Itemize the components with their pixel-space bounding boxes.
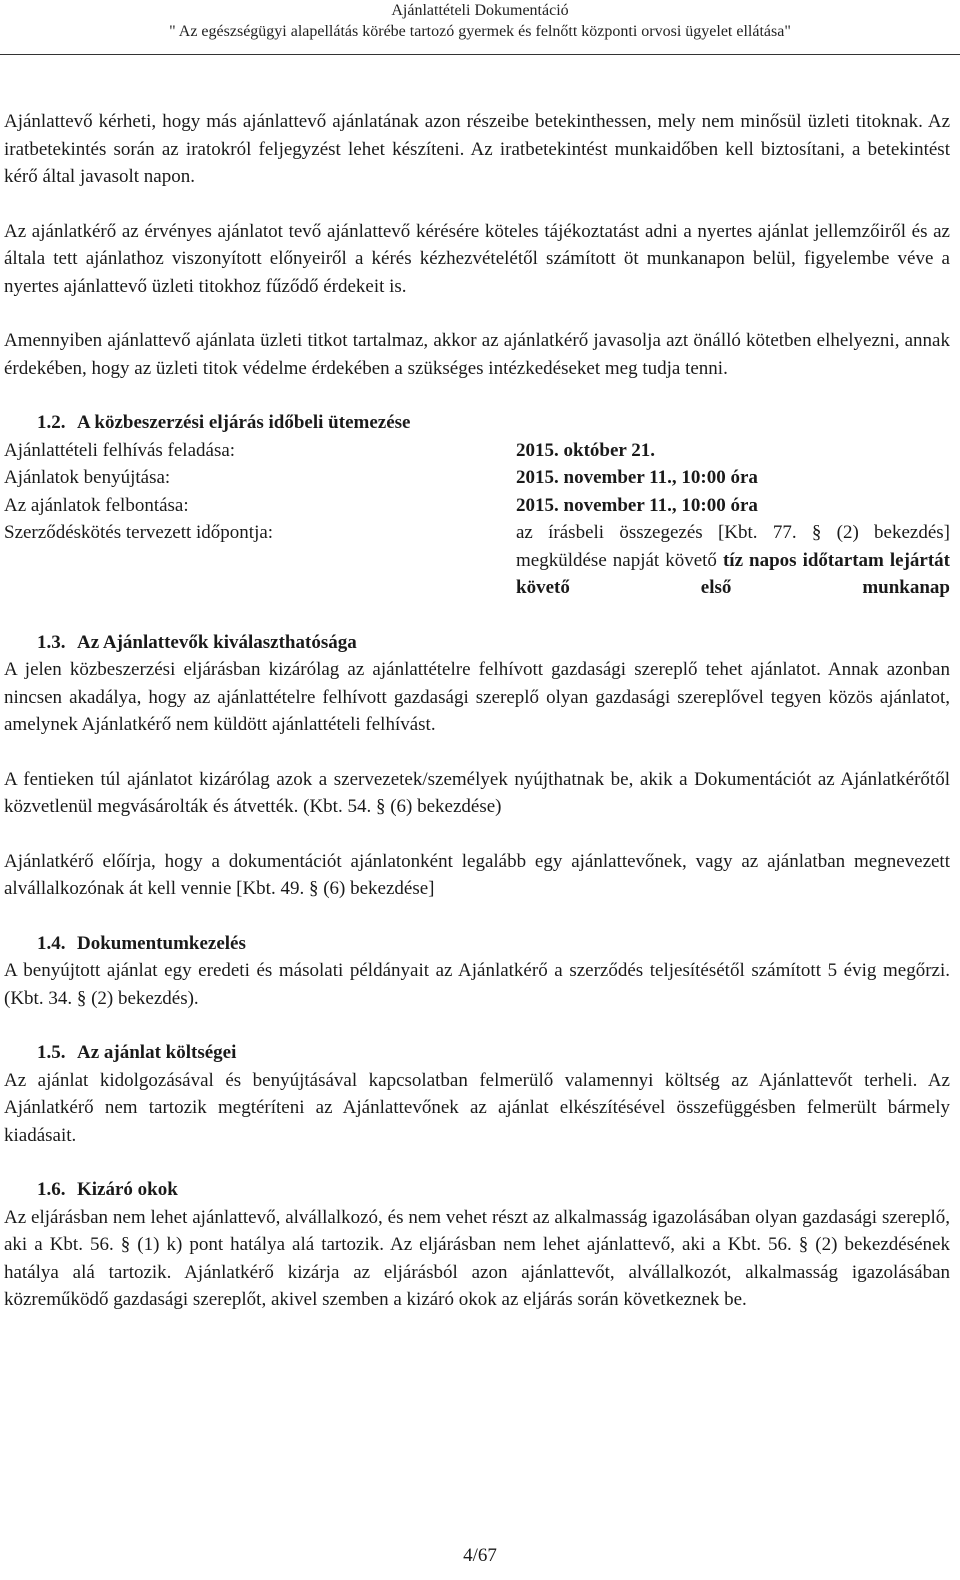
- page-content: [4, 108, 950, 1314]
- paragraph-business-secret: Amennyiben ajánlattevő ajánlata üzleti titkot tartalmaz, akkor az ajánlatkérő javasolja azt önálló kötetben elhelyezni, annak érdekében, hogy az üzleti titok védelme érdekében a szükséges intézkedéseket meg tudja tenni.: [4, 330, 950, 379]
- spacer: [4, 300, 950, 327]
- spacer: [4, 821, 950, 848]
- section-title: A közbeszerzési eljárás időbeli ütemezése: [77, 412, 411, 433]
- section-heading-document-management: [4, 930, 950, 958]
- section-heading-costs: [4, 1039, 950, 1067]
- paragraph-eligibility-2: A fentieken túl ajánlatot kizárólag azok a szervezetek/személyek nyújthatnak be, akik a Dokumentációt az Ajánlatkérőtől közvetlenül megvásárolták és átvették. (Kbt. 54. § (6) bekezdése): [4, 768, 950, 817]
- section-heading-schedule: [4, 409, 950, 437]
- section-number: 1.2.: [37, 412, 66, 433]
- schedule-value: 2015. október 21.: [516, 439, 655, 461]
- schedule-label: Szerződéskötés tervezett időpontja:: [4, 522, 274, 543]
- contract-date-text: az írásbeli összegezés [Kbt. 77. § (2) bekezdés] megküldése napját követő: [516, 522, 950, 571]
- header-divider: [0, 54, 960, 55]
- schedule-label: Ajánlattételi felhívás feladása:: [4, 439, 236, 461]
- spacer: [4, 903, 950, 930]
- section-heading-eligibility: [4, 629, 950, 657]
- paragraph-information: Az ajánlatkérő az érvényes ajánlatot tevő ajánlattevő kérésére köteles tájékoztatást adni a nyertes ajánlat jellemzőiről és az általa tett ajánlathoz viszonyított előnyeiről a kérés kézhezvételétől számított öt munkanapon belül, figyelembe véve a nyertes ajánlattevő üzleti titokhoz fűződő érdekeit is.: [4, 220, 950, 297]
- section-number: 1.3.: [37, 631, 66, 653]
- spacer: [4, 602, 950, 629]
- section-number: 1.5.: [37, 1042, 66, 1063]
- schedule-row: [4, 464, 950, 492]
- section-number: 1.4.: [37, 932, 66, 954]
- document-title: Ajánlattételi Dokumentáció: [391, 2, 569, 19]
- contract-date-description: [516, 519, 950, 602]
- paragraph-eligibility-3: Ajánlatkérő előírja, hogy a dokumentációt ajánlatonként legalább egy ajánlattevőnek, vagy az ajánlatban megnevezett alvállalkozónak át kell vennie [Kbt. 49. § (6) bekezdése]: [4, 850, 950, 899]
- spacer: [4, 739, 950, 766]
- schedule-value-suffix: , 10:00 óra: [671, 494, 758, 516]
- section-number: 1.6.: [37, 1179, 66, 1200]
- paragraph-document-management: A benyújtott ajánlat egy eredeti és másolati példányait az Ajánlatkérő a szerződés teljesítésétől számított 5 évig megőrzi. (Kbt. 34. § (2) bekezdés).: [4, 960, 950, 1009]
- paragraph-inspection: Ajánlattevő kérheti, hogy más ajánlattevő ajánlatának azon részeibe betekinthessen, mely nem minősül üzleti titoknak. Az iratbetekintés során az iratokról feljegyzést lehet készíteni. Az iratbetekintést munkaidőben kell biztosítani, a betekintést kérő által javasolt napon.: [4, 111, 950, 187]
- schedule-row: [4, 437, 950, 465]
- schedule-row-contract: [4, 519, 950, 602]
- contract-date-emphasis: tíz napos időtartam lejártát követő első munkanap: [516, 549, 950, 598]
- schedule-value: 2015. november 11.: [516, 494, 672, 516]
- schedule-label: Ajánlatok benyújtása:: [4, 467, 171, 488]
- schedule-row: [4, 492, 950, 520]
- schedule-value: 2015. november 11.: [516, 467, 672, 488]
- spacer: [4, 1149, 950, 1176]
- section-title: Dokumentumkezelés: [77, 932, 246, 954]
- page-header: [0, 0, 960, 42]
- section-title: Az Ajánlattevők kiválaszthatósága: [77, 631, 357, 653]
- spacer: [4, 191, 950, 218]
- spacer: [4, 382, 950, 409]
- paragraph-costs: Az ajánlat kidolgozásával és benyújtásával kapcsolatban felmerülő valamennyi költség az Ajánlattevőt terheli. Az Ajánlatkérő nem tartozik megtéríteni az Ajánlattevőnek az ajánlat elkészítésével összefüggésben felmerült bármely kiadásait.: [4, 1069, 950, 1146]
- spacer: [4, 1012, 950, 1039]
- schedule-value-suffix: , 10:00 óra: [671, 467, 758, 488]
- schedule-label: Az ajánlatok felbontása:: [4, 494, 189, 516]
- paragraph-exclusion: Az eljárásban nem lehet ajánlattevő, alvállalkozó, és nem vehet részt az alkalmasság igazolásában olyan gazdasági szereplő, aki a Kbt. 56. § (1) k) pont hatálya alá tartozik. Az eljárásban nem lehet ajánlattevő, aki a Kbt. 56. § (2) bekezdésének hatálya alá tartozik. Ajánlatkérő kizárja az eljárásból azon ajánlattevőt, alvállalkozót, alkalmasság igazolásában közreműködő gazdasági szereplőt, akivel szemben a kizáró okok az eljárás során következnek be.: [4, 1206, 950, 1310]
- section-title: Kizáró okok: [77, 1179, 178, 1200]
- section-title: Az ajánlat költségei: [77, 1042, 237, 1063]
- page-number: 4/67: [463, 1545, 497, 1566]
- paragraph-eligibility-1: A jelen közbeszerzési eljárásban kizárólag az ajánlattételre felhívott gazdasági szereplő tehet ajánlatot. Annak azonban nincsen akadálya, hogy az ajánlattételre felhívott gazdasági szereplő olyan gazdasági szereplővel tegyen közös ajánlatot, amelynek Ajánlatkérő nem küldött ajánlattételi felhívást.: [4, 659, 950, 735]
- document-subtitle: " Az egészségügyi alapellátás körébe tartozó gyermek és felnőtt központi orvosi ügyelet ellátása": [169, 23, 791, 40]
- section-heading-exclusion: [4, 1176, 950, 1204]
